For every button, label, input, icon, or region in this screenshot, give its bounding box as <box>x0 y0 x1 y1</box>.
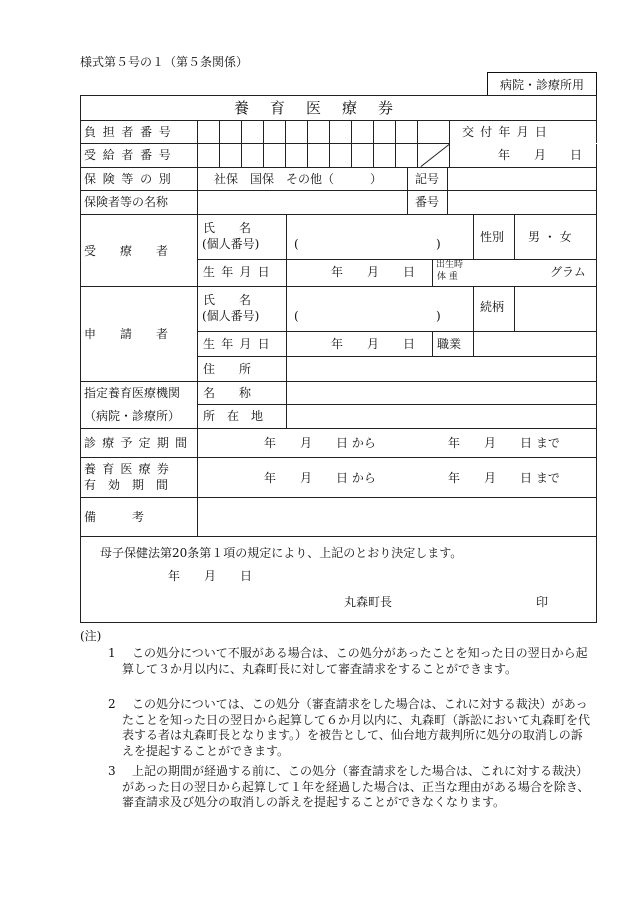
issue-date-label: 交 付 年 月 日 <box>462 125 549 139</box>
target-box-label: 病院・診療所用 <box>499 77 584 92</box>
insurance-options: 社保 国保 その他（ ） <box>214 172 383 186</box>
occupation-label: 職業 <box>437 337 462 351</box>
period-label: 診 療 予 定 期 間 <box>84 436 189 450</box>
sex-label: 性別 <box>480 230 505 244</box>
issue-date-value: 年 月 日 <box>498 148 583 162</box>
validity-label-1: 養 育 医 療 券 <box>84 462 171 476</box>
notes-heading: (注) <box>80 629 102 643</box>
seal-mark: 印 <box>536 595 549 609</box>
insurance-type-label: 保 険 等 の 別 <box>84 172 173 186</box>
applicant-id-label: (個人番号) <box>202 309 260 323</box>
gram-unit: グラム <box>550 265 586 279</box>
inst-name-label: 名 称 <box>203 386 252 400</box>
mayor-name: 丸森町長 <box>344 595 393 609</box>
validity-label-2: 有 効 期 間 <box>84 478 169 492</box>
relationship-label: 続柄 <box>480 300 505 314</box>
symbol-label: 記号 <box>415 172 440 186</box>
institution-label-1: 指定養育医療機関 <box>84 386 181 400</box>
institution-label-2: （病院・診療所） <box>84 409 181 423</box>
address-label: 住 所 <box>203 362 252 376</box>
note-text: この処分については、この処分（審査請求をした場合は、これに対する裁決）があったことを知った日の翌日から起算して６か月以内に、丸森町（訴訟において丸森町を代表する者は丸森町長となります。）を被告として、仙台地方裁判所に処分の取消しの訴えを提起することができます。 <box>122 697 591 758</box>
applicant-dob-label: 生 年 月 日 <box>203 337 271 351</box>
applicant-name-label: 氏 名 <box>203 293 252 307</box>
validity-from: 年 月 日 から <box>264 471 376 485</box>
patient-id-label: (個人番号) <box>202 237 260 251</box>
note-text: 上記の期間が経過する前に、この処分（審査請求をした場合は、これに対する裁決）があった日の翌日から起算して１年を経過した場合は、正当な理由がある場合を除き、審査請求及び処分の取消しの訴えを提起することができなくなります。 <box>122 764 590 809</box>
note-item <box>108 646 592 677</box>
target-box <box>487 72 597 96</box>
note-number: 3 <box>108 764 116 778</box>
patient-dob-label: 生 年 月 日 <box>203 265 271 279</box>
patient-label: 受 療 者 <box>84 244 169 258</box>
patient-paren-close: ) <box>436 237 441 251</box>
note-item <box>108 764 592 811</box>
recipient-number-label: 受 給 者 番 号 <box>84 148 173 162</box>
patient-paren-open: ( <box>294 237 299 251</box>
inst-location-label: 所 在 地 <box>203 409 264 423</box>
birth-weight-label-1: 出生時 <box>436 260 464 270</box>
period-from: 年 月 日 から <box>264 436 376 450</box>
applicant-paren-close: ) <box>436 309 441 323</box>
form-number: 様式第５号の１（第５条関係） <box>80 55 249 69</box>
note-item <box>108 697 592 759</box>
birth-weight-label-2: 体 重 <box>437 272 458 282</box>
decision-date: 年 月 日 <box>168 569 253 583</box>
period-to: 年 月 日 まで <box>448 436 560 450</box>
number-label: 番号 <box>415 195 440 209</box>
burden-number-label: 負 担 者 番 号 <box>84 125 173 139</box>
insurer-name-label: 保険者等の名称 <box>84 195 169 209</box>
decision-text: 母子保健法第20条第１項の規定により、上記のとおり決定します。 <box>100 546 463 560</box>
note-text: この処分について不服がある場合は、この処分があったことを知った日の翌日から起算して３か月以内に、丸森町長に対して審査請求をすることができます。 <box>122 646 588 676</box>
remarks-label: 備 考 <box>84 510 145 524</box>
sex-options: 男 ・ 女 <box>528 230 572 244</box>
form-title: 養 育 医 療 券 <box>233 99 396 117</box>
applicant-dob-value: 年 月 日 <box>331 337 416 351</box>
applicant-paren-open: ( <box>294 309 299 323</box>
patient-name-label: 氏 名 <box>203 221 252 235</box>
applicant-label: 申 請 者 <box>84 327 169 341</box>
validity-to: 年 月 日 まで <box>448 471 560 485</box>
patient-dob-value: 年 月 日 <box>331 265 416 279</box>
note-number: 1 <box>108 646 116 660</box>
note-number: 2 <box>108 697 116 711</box>
